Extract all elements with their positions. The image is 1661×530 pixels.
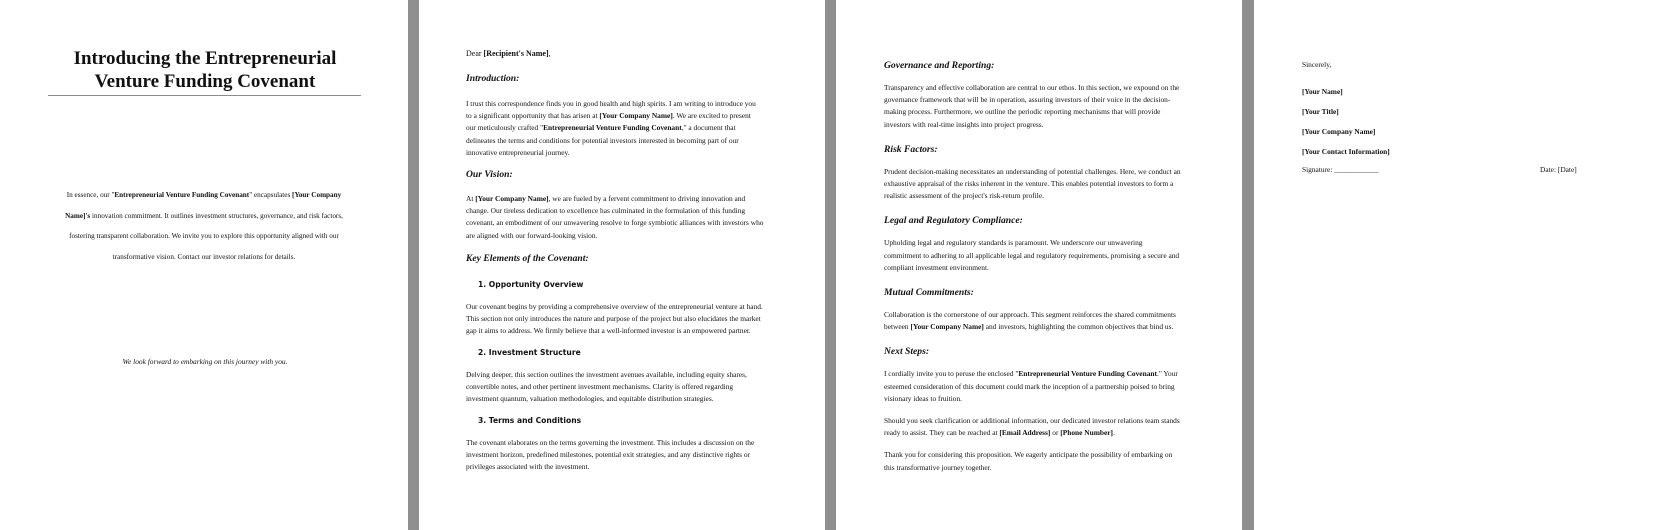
text-line bbox=[466, 393, 806, 405]
text-line bbox=[466, 217, 806, 229]
text-run: Collaboration is the cornerstone of our approach. This segment reinforces the shared commitments bbox=[884, 310, 1176, 320]
text-line bbox=[466, 193, 806, 205]
text-run: exhaustive appraisal of the risks inherent in the venture. This enables potential investors to form a bbox=[884, 179, 1174, 189]
placeholder-field: Entrepreneurial Venture Funding Covenant bbox=[543, 123, 682, 133]
text-run: commitment to adhering to all applicable legal and regulatory requirements, promising a secure and bbox=[884, 250, 1180, 260]
vision-paragraph bbox=[466, 193, 806, 242]
text-run: investment horizon, predefined milestones, potential exit strategies, and any distinctive rights or bbox=[466, 450, 751, 460]
text-line bbox=[884, 119, 1224, 131]
text-run: realistic assessment of the project's risk-return profile. bbox=[884, 191, 1044, 201]
text-run: or bbox=[1050, 428, 1061, 438]
text-run: compliant investment environment. bbox=[884, 262, 989, 272]
text-line bbox=[884, 427, 1224, 439]
signature-field: [Your Title] bbox=[1302, 107, 1339, 116]
section-heading: Legal and Regulatory Compliance: bbox=[884, 215, 1023, 227]
text-run: In essence, our " bbox=[66, 191, 115, 199]
text-line bbox=[884, 462, 1224, 474]
section-paragraph bbox=[466, 301, 806, 338]
text-run: our meticulously crafted " bbox=[466, 123, 544, 133]
placeholder-field: [Your Company Name] bbox=[910, 322, 984, 332]
section-heading-terms-and-conditions: 3. Terms and Conditions bbox=[478, 416, 582, 425]
text-line bbox=[884, 393, 1224, 405]
text-run: ready to assist. They can be reached at bbox=[884, 428, 1000, 438]
text-run: Upholding legal and regulatory standards is paramount. We underscore our unwavering bbox=[884, 238, 1143, 248]
salutation bbox=[466, 48, 806, 60]
text-line bbox=[884, 381, 1224, 393]
placeholder-field: [Recipient's Name] bbox=[483, 49, 549, 58]
text-run: and investors, highlighting the common objectives that bind us. bbox=[983, 322, 1174, 332]
text-line bbox=[884, 166, 1224, 178]
text-line bbox=[466, 381, 806, 393]
cover-intro-paragraph bbox=[20, 185, 388, 267]
page-2 bbox=[419, 0, 825, 530]
text-run: making process. Furthermore, we outline the periodic reporting mechanisms that will provide bbox=[884, 107, 1161, 117]
text-line bbox=[884, 94, 1224, 106]
document-title bbox=[30, 47, 380, 93]
text-line bbox=[884, 449, 1224, 461]
text-line bbox=[466, 122, 806, 134]
placeholder-field: [Your Company Name] bbox=[475, 194, 549, 203]
introduction-paragraph bbox=[466, 98, 806, 159]
cover-closing-line: We look forward to embarking on this journey with you. bbox=[122, 357, 288, 366]
text-run: investors with real-time insights into project progress. bbox=[884, 119, 1044, 129]
text-line bbox=[884, 262, 1224, 274]
section-paragraph bbox=[884, 368, 1224, 405]
text-run: Dear bbox=[466, 49, 484, 58]
text-run: fostering transparent collaboration. We invite you to explore this opportunity aligned with our bbox=[69, 232, 339, 240]
text-run: At bbox=[466, 194, 476, 203]
page-gap bbox=[408, 0, 419, 530]
text-run: this transformative journey together. bbox=[884, 462, 992, 472]
text-run: innovation commitment. It outlines investment structures, governance, and risk factors, bbox=[90, 211, 343, 220]
title-line-1: Introducing the Entrepreneurial bbox=[73, 48, 337, 69]
section-paragraph bbox=[884, 415, 1224, 439]
text-line bbox=[884, 415, 1224, 427]
heading-introduction: Introduction: bbox=[466, 73, 520, 84]
section-paragraph bbox=[884, 82, 1224, 131]
page-3-content bbox=[884, 60, 1224, 487]
section-paragraph bbox=[466, 369, 806, 406]
placeholder-field: Entrepreneurial Venture Funding Covenant bbox=[114, 191, 250, 199]
signature-field: [Your Contact Information] bbox=[1302, 147, 1390, 156]
text-line bbox=[466, 301, 806, 313]
section-heading: Risk Factors: bbox=[884, 143, 938, 155]
signature-field: [Your Company Name] bbox=[1302, 127, 1376, 136]
placeholder-field: Name]'s bbox=[65, 211, 91, 220]
text-line bbox=[466, 110, 806, 122]
page-gap bbox=[1242, 0, 1254, 530]
page-3 bbox=[836, 0, 1242, 530]
text-run: to a significant opportunity that has arisen at bbox=[466, 111, 600, 121]
text-line bbox=[884, 82, 1224, 94]
text-run: between bbox=[884, 322, 911, 332]
section-heading-investment-structure: 2. Investment Structure bbox=[478, 348, 581, 357]
text-line bbox=[20, 226, 388, 247]
text-run: I trust this correspondence finds you in good health and high spirits. I am writing to introduce you bbox=[466, 99, 756, 108]
section-heading: Next Steps: bbox=[884, 346, 930, 358]
text-run: change. Our tireless dedication to excellence has culminated in the formulation of this funding bbox=[466, 206, 746, 216]
placeholder-field: [Your Company bbox=[292, 191, 342, 199]
placeholder-field: Entrepreneurial Venture Funding Covenant bbox=[1018, 369, 1157, 379]
text-line bbox=[466, 369, 806, 381]
text-line bbox=[884, 321, 1224, 333]
text-line bbox=[884, 178, 1224, 190]
page-4 bbox=[1254, 0, 1661, 530]
text-line bbox=[884, 190, 1224, 202]
section-heading-opportunity-overview: 1. Opportunity Overview bbox=[478, 280, 584, 289]
placeholder-field: [Phone Number] bbox=[1060, 428, 1114, 438]
text-run: are aligned with our forward-looking vision. bbox=[466, 230, 598, 240]
text-run: Should you seek clarification or additional information, our dedicated investor relations team stands bbox=[884, 416, 1180, 426]
text-run: I cordially invite you to peruse the enclosed " bbox=[884, 369, 1019, 379]
section-heading: Governance and Reporting: bbox=[884, 60, 995, 71]
text-run: This section not only introduces the nature and purpose of the project but also elucidates the market bbox=[466, 314, 761, 324]
text-line bbox=[884, 309, 1224, 321]
text-line bbox=[884, 250, 1224, 262]
text-line bbox=[20, 247, 388, 268]
text-run: Delving deeper, this section outlines the investment avenues available, including equity shares, bbox=[466, 370, 747, 379]
section-paragraph bbox=[884, 237, 1224, 274]
text-run: ." Your bbox=[1156, 369, 1178, 379]
text-run: . bbox=[1113, 428, 1115, 438]
title-underline bbox=[48, 95, 361, 96]
text-line bbox=[466, 449, 806, 461]
text-run: Transparency and effective collaboration are central to our ethos. In this section, we expound on the bbox=[884, 83, 1180, 92]
section-paragraph bbox=[884, 309, 1224, 333]
date-line: Date: [Date] bbox=[1540, 165, 1577, 174]
text-line bbox=[466, 437, 806, 449]
placeholder-field: [Your Company Name] bbox=[599, 111, 673, 121]
text-run: . We are excited to present bbox=[672, 111, 751, 121]
text-line bbox=[466, 230, 806, 242]
signature-line: Signature: ____________ bbox=[1302, 165, 1379, 174]
text-run: visionary ideas to fruition. bbox=[884, 393, 962, 403]
text-run: convertible notes, and other pertinent investment mechanisms. Clarity is offered regarding bbox=[466, 382, 734, 392]
text-run: The covenant elaborates on the terms governing the investment. This includes a discussion on the bbox=[466, 438, 755, 447]
placeholder-field: [Email Address] bbox=[999, 428, 1051, 438]
text-run: delineates the terms and conditions for potential investors interested in becoming part of our bbox=[466, 135, 739, 145]
text-run: covenant, an embodiment of our unwavering resolve to forge symbiotic alliances with investors who bbox=[466, 218, 764, 228]
closing-sincerely: Sincerely, bbox=[1302, 60, 1332, 69]
page-1 bbox=[0, 0, 408, 530]
section-paragraph bbox=[466, 437, 806, 474]
signature-block bbox=[1302, 82, 1602, 162]
text-run: esteemed consideration of this document could mark the inception of a partnership poised to bring bbox=[884, 381, 1175, 391]
signature-field: [Your Name] bbox=[1302, 87, 1343, 96]
page-gap bbox=[825, 0, 836, 530]
text-run: Prudent decision-making necessitates an understanding of potential challenges. Here, we conduct an bbox=[884, 166, 1181, 176]
text-line bbox=[466, 135, 806, 147]
text-run: Our covenant begins by providing a comprehensive overview of the entrepreneurial venture at hand. bbox=[466, 302, 763, 311]
heading-key-elements: Key Elements of the Covenant: bbox=[466, 253, 589, 264]
title-line-2: Venture Funding Covenant bbox=[94, 71, 316, 92]
text-run: investment quantum, valuation methodologies, and equitable distribution strategies. bbox=[466, 394, 714, 404]
text-run: , we are fueled by a fervent commitment to driving innovation and bbox=[548, 194, 746, 203]
section-paragraph bbox=[884, 166, 1224, 203]
text-run: , bbox=[548, 49, 551, 58]
text-line bbox=[20, 185, 388, 206]
text-line bbox=[466, 205, 806, 217]
text-line bbox=[466, 325, 806, 337]
text-run: privileges associated with the investment. bbox=[466, 462, 590, 472]
text-line bbox=[466, 313, 806, 325]
text-run: transformative vision. Contact our investor relations for details. bbox=[112, 252, 296, 261]
text-run: Thank you for considering this proposition. We eagerly anticipate the possibility of embarking on bbox=[884, 450, 1173, 460]
text-run: gap it aims to address. We firmly believe that a well-informed investor is an empowered partner. bbox=[466, 326, 751, 336]
text-line bbox=[884, 106, 1224, 118]
text-line bbox=[466, 98, 806, 110]
text-run: innovative entrepreneurial journey. bbox=[466, 147, 570, 157]
text-line bbox=[466, 461, 806, 473]
section-heading: Mutual Commitments: bbox=[884, 287, 974, 299]
text-line bbox=[20, 206, 388, 227]
text-run: ," a document that bbox=[681, 123, 736, 133]
text-line bbox=[466, 147, 806, 159]
section-paragraph bbox=[884, 449, 1224, 473]
heading-our-vision: Our Vision: bbox=[466, 169, 513, 180]
text-run: governance framework that will be in operation, assuring investors of their voice in the decision- bbox=[884, 95, 1171, 105]
text-run: " encapsulates bbox=[249, 191, 293, 199]
text-line bbox=[884, 237, 1224, 249]
text-line bbox=[884, 368, 1224, 380]
